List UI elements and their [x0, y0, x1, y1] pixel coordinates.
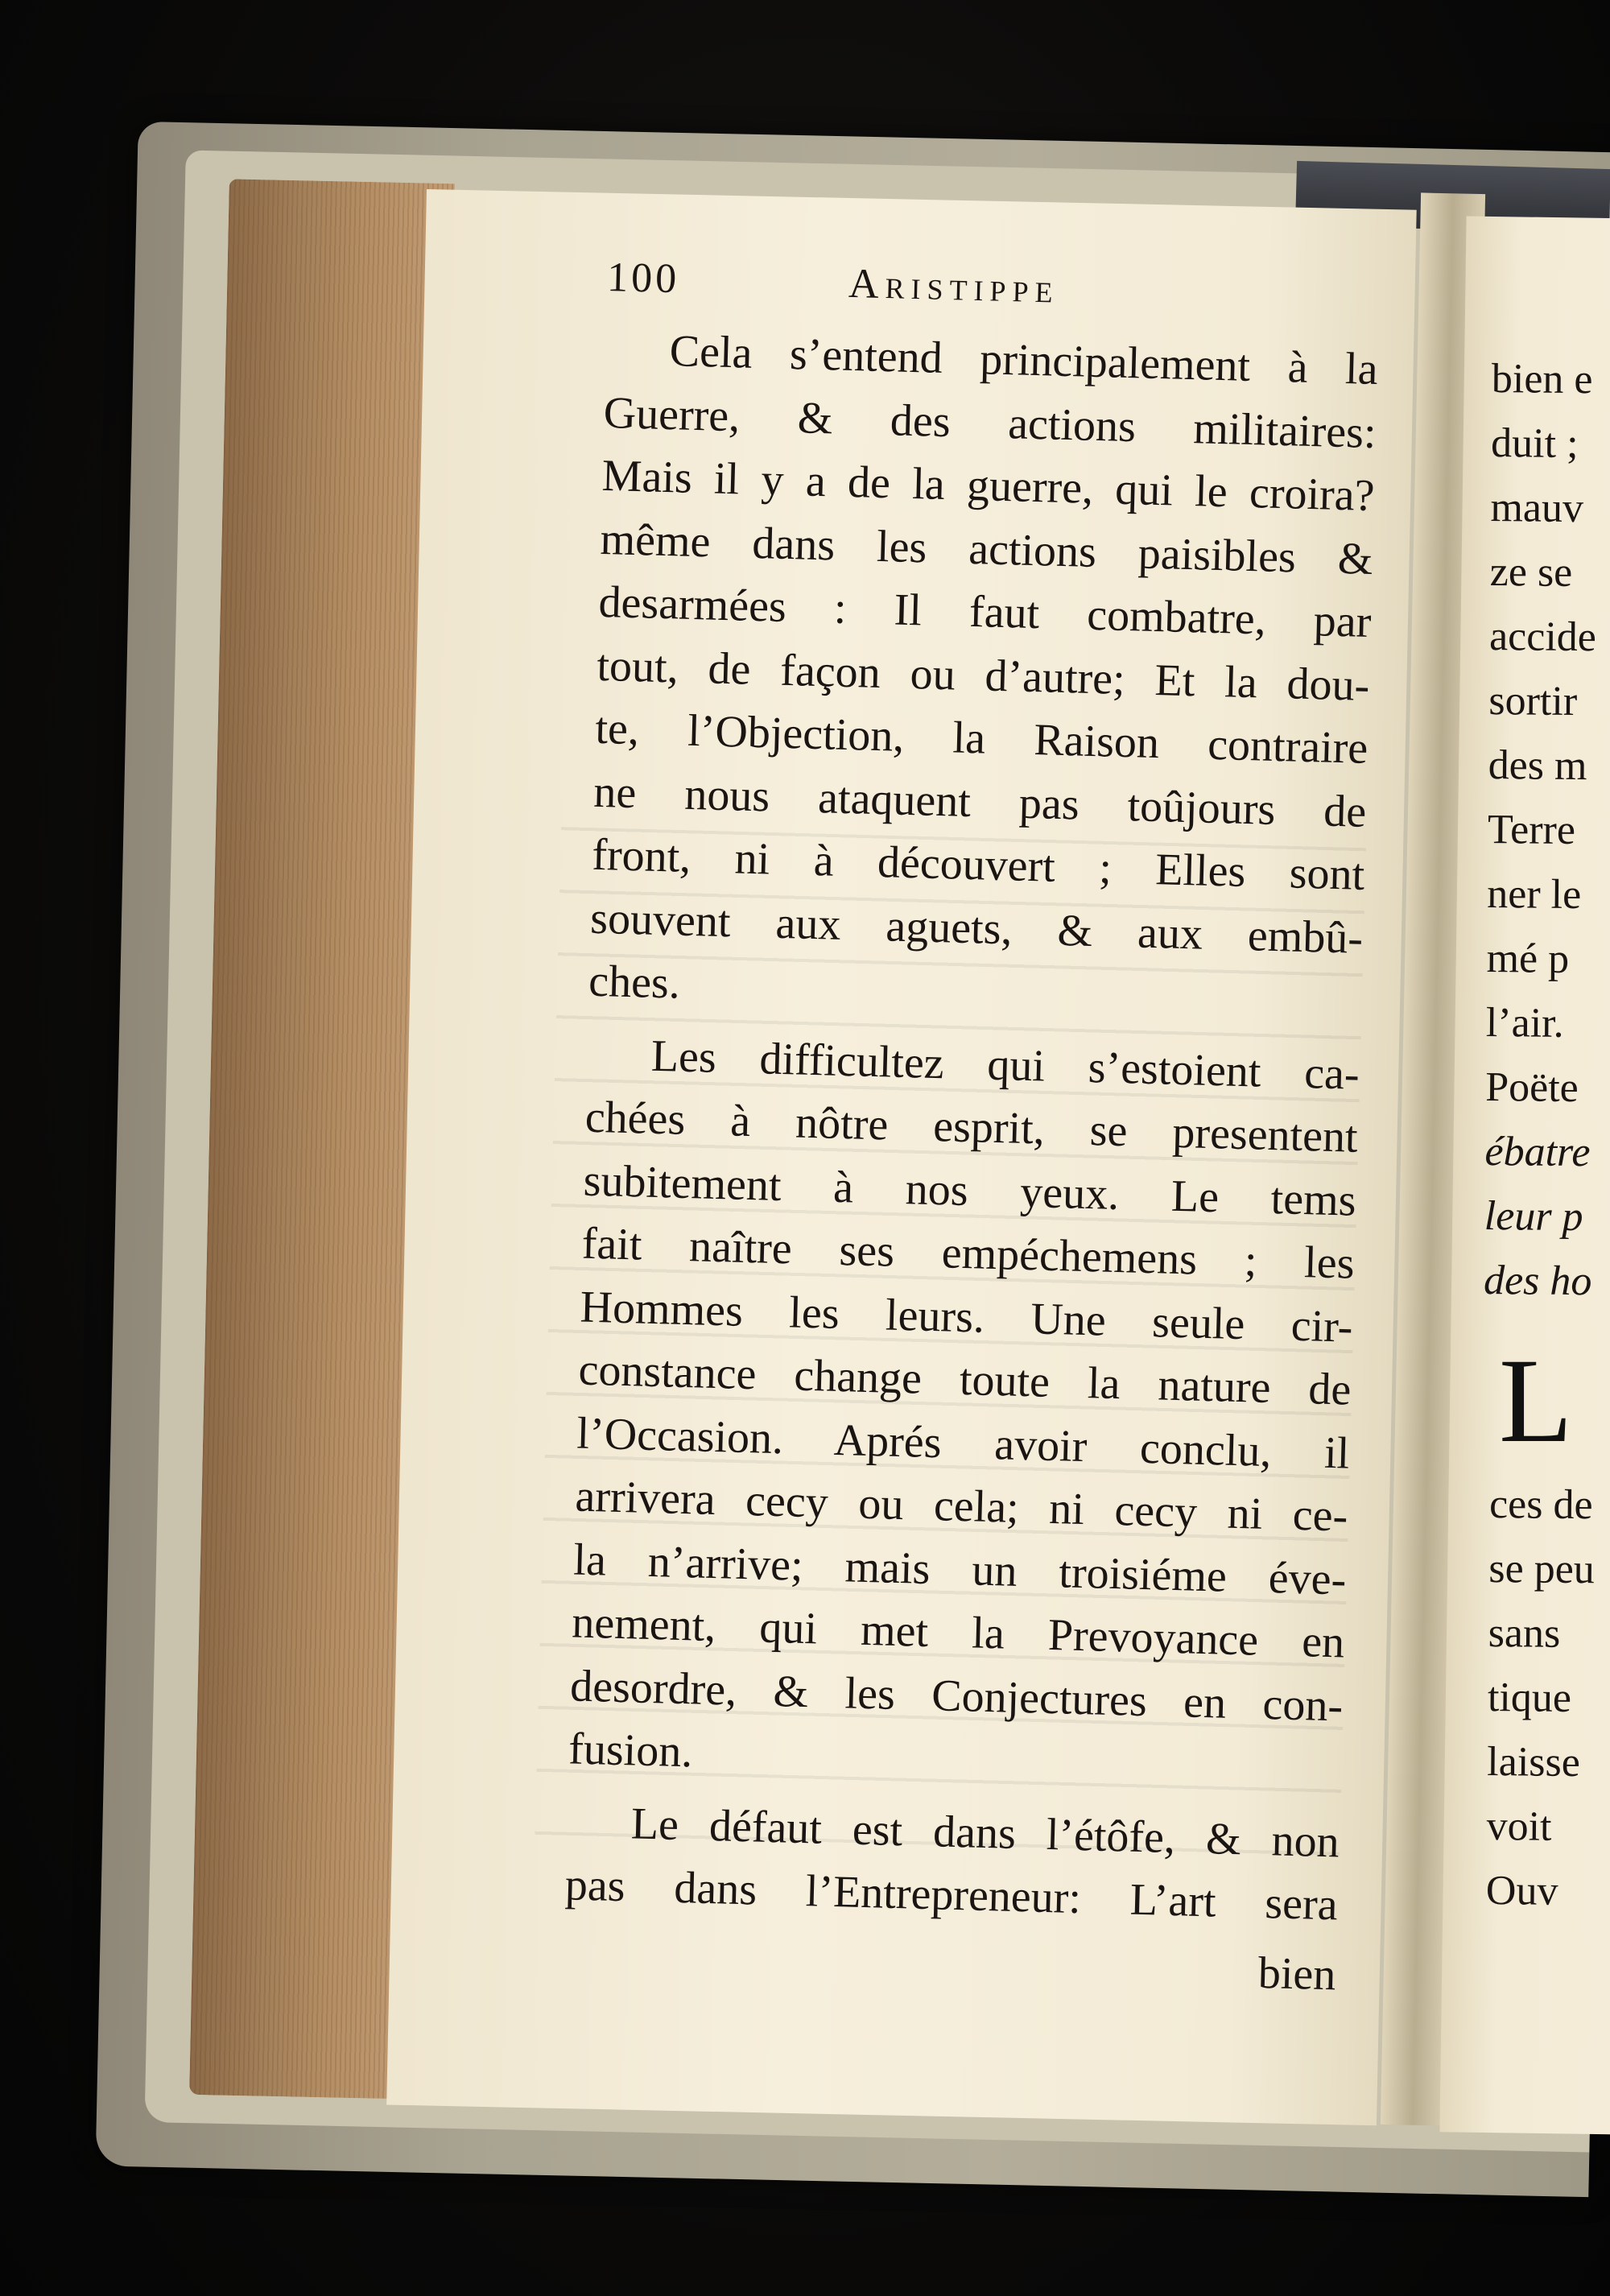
text-line: arrivera cecy ou cela; ni cecy ni ce-: [574, 1471, 1349, 1542]
drop-cap: L: [1499, 1334, 1573, 1468]
running-title: Aristippe: [848, 260, 1060, 312]
text-line: chées à nôtre esprit, se presentent: [584, 1092, 1359, 1162]
paragraph-3: [564, 1790, 1340, 1937]
text-line: ches.: [588, 956, 681, 1009]
text-line: nement, qui met la Prevoyance en: [571, 1597, 1345, 1668]
italic-line: des ho: [1483, 1257, 1592, 1305]
text-line: Guerre, & des actions militaires:: [603, 387, 1377, 458]
text-line: fusion.: [568, 1724, 694, 1778]
text-line: ze se: [1489, 549, 1573, 596]
paragraph-1: [588, 318, 1378, 1033]
text-line: pas dans l’Entrepreneur: L’art sera: [564, 1860, 1339, 1931]
text-line: accide: [1488, 613, 1597, 661]
text-line: se peu: [1488, 1546, 1596, 1593]
italic-line: leur p: [1484, 1193, 1583, 1241]
text-line: laisse: [1487, 1739, 1581, 1786]
italic-line: ébatre: [1484, 1129, 1591, 1176]
text-line: ner le: [1487, 871, 1582, 919]
text-line: sortir: [1488, 678, 1578, 725]
text-line: Hommes les leurs. Une seule cir-: [579, 1282, 1354, 1352]
right-page-text-bottom: [1486, 1472, 1610, 1925]
text-line: Mais il y a de la guerre, qui le croira?: [601, 450, 1376, 522]
text-line: tout, de façon ou d’autre; Et la dou-: [596, 640, 1371, 711]
text-line: fait naître ses empéchemens ; les: [580, 1218, 1356, 1289]
text-line: desarmées : Il faut combatre, par: [597, 576, 1373, 647]
text-line: mé p: [1486, 935, 1570, 982]
text-line: Poëte: [1484, 1064, 1579, 1112]
text-line: Le défaut est dans l’étôfe, & non: [630, 1798, 1340, 1867]
text-line: souvent aux aguets, & aux embû-: [589, 893, 1364, 964]
text-line: mauv: [1490, 485, 1584, 532]
text-line: front, ni à découvert ; Elles sont: [591, 829, 1365, 900]
text-line: desordre, & les Conjectures en con-: [569, 1660, 1344, 1732]
text-line: l’air.: [1485, 1000, 1564, 1047]
text-line: constance change toute la nature de: [577, 1344, 1352, 1415]
text-line: Ouv: [1485, 1868, 1558, 1914]
text-line: des m: [1488, 742, 1587, 790]
right-page-text-top: [1484, 347, 1610, 1315]
text-line: te, l’Objection, la Raison contraire: [594, 703, 1369, 774]
catchword: bien: [1257, 1947, 1337, 2000]
text-line: duit ;: [1490, 420, 1579, 468]
left-page-text: [563, 254, 1381, 2006]
text-line: Les difficultez qui s’estoient ca-: [650, 1030, 1360, 1100]
text-line: bien e: [1491, 356, 1593, 403]
text-line: subitement à nos yeux. Le tems: [583, 1155, 1357, 1226]
paragraph-2: [568, 1022, 1360, 1801]
text-line: ne nous ataquent pas toûjours de: [592, 766, 1367, 837]
text-line: l’Occasion. Aprés avoir conclu, il: [576, 1408, 1351, 1479]
text-line: Cela s’entend principalement à la: [669, 326, 1379, 395]
text-line: la n’arrive; mais un troisiéme éve-: [572, 1534, 1348, 1605]
page-number: 100: [606, 254, 680, 303]
text-line: Terre: [1487, 807, 1576, 853]
text-line: voit: [1486, 1803, 1552, 1850]
text-line: même dans les actions paisibles &: [599, 514, 1374, 584]
text-line: tique: [1487, 1675, 1572, 1721]
text-line: ces de: [1488, 1481, 1593, 1529]
text-line: sans: [1488, 1610, 1561, 1657]
